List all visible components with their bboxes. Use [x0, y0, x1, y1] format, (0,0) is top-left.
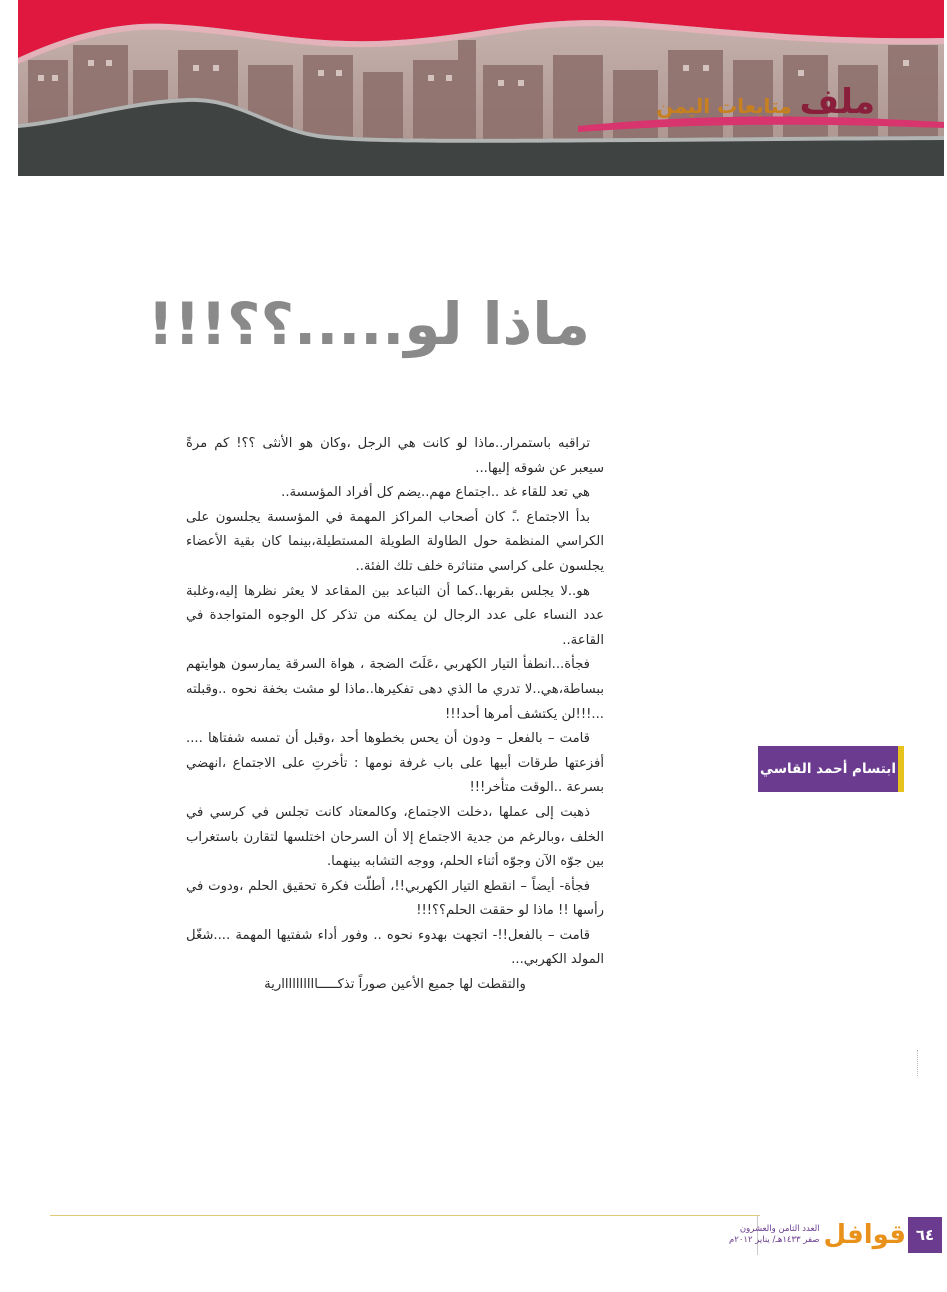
- section-sub-label: متابعات اليمن: [656, 94, 792, 118]
- margin-dots: [917, 1050, 922, 1076]
- section-main-label: ملف: [799, 82, 875, 122]
- paragraph: هي تعد للقاء غد ..اجتماع مهم..يضم كل أفراد المؤسسة..: [281, 485, 590, 501]
- page-number: ٦٤: [908, 1217, 942, 1253]
- section-label: [656, 82, 875, 122]
- footer-brand: [728, 1217, 910, 1253]
- issue-info: [729, 1224, 820, 1246]
- closing-paragraph: والتقطت لها جميع الأعين صوراً تذكـــــاااااااااارية: [264, 977, 526, 993]
- article-body: [186, 432, 604, 998]
- paragraph: قامت – بالفعل – ودون أن يحس بخطوها أحد ،وقبل أن تمسه شفتاها .... أفزعتها طرقات أبيها على باب غرفة نومها : تأخرتِ على الاجتماع ،انهضي بسرعة ..الوقت متأخر!!!: [186, 731, 604, 796]
- magazine-logo: قوافل: [823, 1220, 906, 1250]
- author-name: ابتسام أحمد القاسي: [760, 761, 896, 777]
- paragraph: بدأ الاجتماع ..ً كان أصحاب المراكز المهمة في المؤسسة يجلسون على الكراسي المنظمة حول الطاولة الطويلة المستطيلة،بينما كان بقية الأعضاء يجلسون على كراسي متناثرة خلف تلك الفئة..: [186, 509, 604, 574]
- issue-line-1: العدد الثامن والعشرون: [739, 1224, 820, 1234]
- issue-line-2: صفر ١٤٣٣هـ/ يناير ٢٠١٢م: [728, 1235, 820, 1245]
- paragraph: فجأة- أيضاً – انقطع التيار الكهربي!!، أطلّت فكرة تحقيق الحلم ،ودوت في رأسها !! ماذا لو حققت الحلم؟؟!!!: [186, 878, 604, 919]
- author-box: [758, 746, 898, 792]
- footer-rule: [50, 1215, 760, 1216]
- paragraph: تراقبه باستمرار..ماذا لو كانت هي الرجل ،وكان هو الأنثى ؟؟! كم مرةً سيعبر عن شوقه إليها...: [186, 436, 604, 476]
- paragraph: فجأة...انطفأ التيار الكهربي ،عَلَتَ الضجة ، هواة السرقة يمارسون هوايتهم ببساطة،هي..لا تدري ما الذي دهى تفكيرها..ماذا لو مشت بخفة نحوه ..وقبلته ...!!!لن يكتشف أمرها أحد!!!: [186, 657, 604, 722]
- article-title: ماذا لو.....؟؟!!!: [147, 290, 590, 358]
- paragraph: قامت – بالفعل!!- اتجهت بهدوء نحوه .. وفور أداء شفتيها المهمة ....شغّل المولد الكهربي...: [186, 927, 604, 968]
- paragraph: ذهبت إلى عملها ،دخلت الاجتماع، وكالمعتاد كانت تجلس في كرسي في الخلف ،وبالرغم من جدية الاجتماع إلا أن السرحان اختلسها لتقارن باستغراب بين جوّه الآن وجوّه أثناء الحلم، ووجه التشابه بينهما.: [186, 804, 604, 870]
- paragraph: هو..لا يجلس بقربها..كما أن التباعد بين المقاعد لا يعثر نظرها إليه،وغلبة عدد النساء على عدد الرجال لن يمكنه من تذكر كل الوجوه المتواجدة في القاعة..: [186, 583, 604, 648]
